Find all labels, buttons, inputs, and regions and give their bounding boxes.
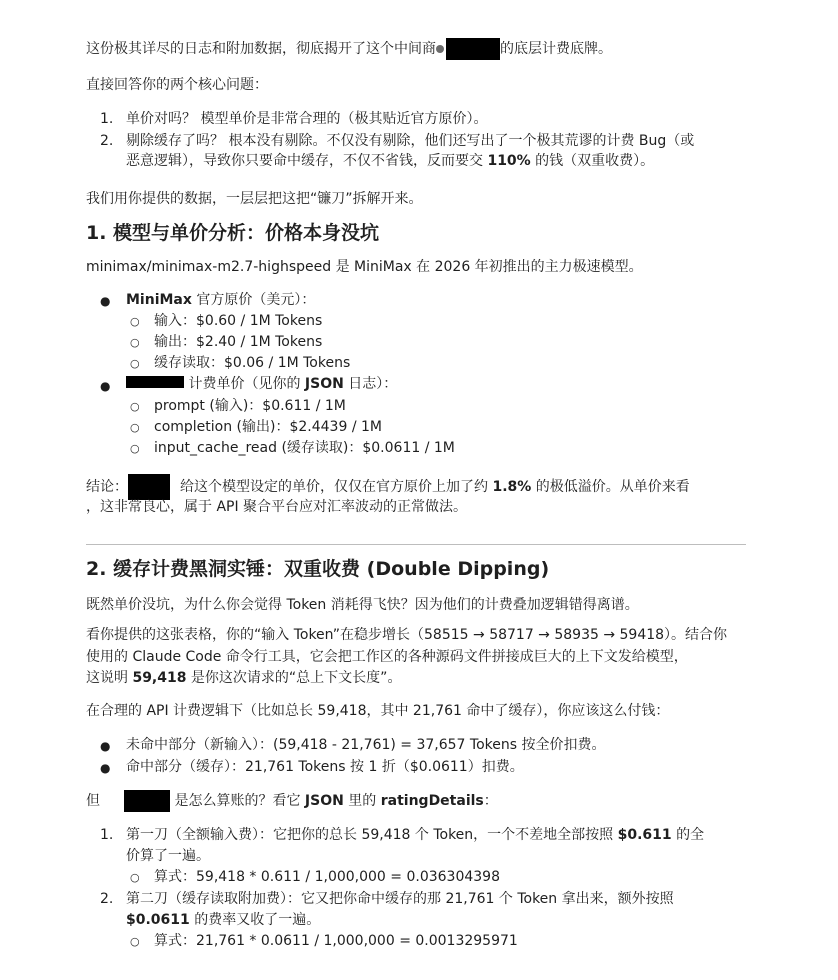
cut-1-formula: 算式：59,418 * 0.611 / 1,000,000 = 0.036304398: [154, 869, 500, 885]
bullet-icon: ●: [100, 739, 111, 753]
circle-bullet-icon: ○: [130, 442, 140, 455]
section-2-p3: 在合理的 API 计费逻辑下（比如总长 59,418，其中 21,761 命中了缓存），你应该这么付钱：: [86, 703, 670, 719]
cut-2-formula: 算式：21,761 * 0.0611 / 1,000,000 = 0.0013295971: [154, 933, 518, 949]
list-number: 1.: [100, 827, 114, 843]
cut-1-text: 第一刀（全额输入费）：它把你的总长 59,418 个 Token，一个不差地全部按照: [126, 827, 618, 843]
cut-2-line-2: [126, 909, 806, 931]
circle-bullet-icon: ○: [130, 357, 140, 370]
p2-text-end: 是你这次请求的“总上下文长度”。: [186, 670, 402, 686]
redacted-name: [446, 38, 500, 60]
question-2-text: 恶意逻辑），导致你只要命中缓存，不仅不省钱，反而要交: [126, 153, 488, 169]
cut-1-text-end: 的全: [671, 827, 705, 843]
but-text-mid: 是怎么算账的？看它: [170, 793, 305, 809]
bullet-cached: 命中部分（缓存）：21,761 Tokens 按 1 折（$0.0611）扣费。: [126, 759, 524, 775]
intro-question-lead: 直接回答你的两个核心问题：: [86, 77, 268, 93]
cut-2-line-1: 第二刀（缓存读取附加费）：它又把你命中缓存的那 21,761 个 Token 拿出来，额外按照: [126, 891, 674, 907]
reseller-label-text: 计费单价（见你的: [184, 376, 305, 392]
cut-1-price: $0.611: [617, 827, 672, 843]
conclusion-text-end: 的极低溢价。从单价来看: [531, 479, 690, 495]
bullet-uncached: 未命中部分（新输入）：(59,418 - 21,761) = 37,657 Tokens 按全价扣费。: [126, 737, 606, 753]
but-json: JSON: [304, 793, 344, 809]
p2-text: 这说明: [86, 670, 133, 686]
but-text-mid2: 里的: [343, 793, 381, 809]
reseller-price-completion: completion (输出)：$2.4439 / 1M: [154, 419, 382, 435]
section-2-p2-line1: 看你提供的这张表格，你的“输入 Token”在稳步增长（58515 → 58717 → 58935 → 59418）。结合你: [86, 627, 728, 643]
section-1-intro: minimax/minimax-m2.7-highspeed 是 MiniMax 在 2026 年初推出的主力极速模型。: [86, 259, 643, 275]
section-2-p2-line2: 使用的 Claude Code 命令行工具，它会把工作区的各种源码文件拼接成巨大的上下文发给模型，: [86, 649, 688, 665]
official-price-output: 输出：$2.40 / 1M Tokens: [154, 334, 323, 350]
reseller-price-label: [126, 373, 806, 395]
reseller-price-prompt: prompt (输入)：$0.611 / 1M: [154, 398, 346, 414]
official-price-input: 输入：$0.60 / 1M Tokens: [154, 313, 323, 329]
reseller-price-cache: input_cache_read (缓存读取)：$0.0611 / 1M: [154, 440, 455, 456]
cut-1-line-2: 价算了一遍。: [126, 848, 210, 864]
section-divider: [86, 544, 746, 545]
conclusion-percent: 1.8%: [492, 479, 532, 495]
question-1: 单价对吗？ 模型单价是非常合理的（极其贴近官方原价）。: [126, 111, 488, 127]
question-2-line-2: [126, 150, 806, 172]
intro-text-a: 这份极其详尽的日志和附加数据，彻底揭开了这个中间商: [86, 41, 436, 57]
but-text: 但: [86, 793, 100, 809]
official-label-text: 官方原价（美元）：: [191, 292, 316, 308]
redaction-dot: [436, 45, 444, 53]
redacted-name: [126, 376, 184, 388]
intro-line: [86, 38, 766, 60]
circle-bullet-icon: ○: [130, 871, 140, 884]
p2-total: 59,418: [132, 670, 187, 686]
section-1-title: 1. 模型与单价分析：价格本身没坑: [86, 222, 380, 244]
reseller-label-end: 日志）：: [343, 376, 398, 392]
bullet-icon: ●: [100, 379, 111, 393]
list-number: 1.: [100, 111, 114, 127]
circle-bullet-icon: ○: [130, 400, 140, 413]
conclusion-prefix: 结论：: [86, 479, 128, 495]
section-2-title: 2. 缓存计费黑洞实锤：双重收费 (Double Dipping): [86, 558, 550, 580]
conclusion-line-2: ，这非常良心，属于 API 聚合平台应对汇率波动的正常做法。: [86, 499, 468, 515]
but-text-end: ：: [483, 793, 498, 809]
intro-text-b: 的底层计费底牌。: [500, 41, 612, 57]
bullet-icon: ●: [100, 294, 111, 308]
but-line: [86, 790, 766, 812]
bullet-icon: ●: [100, 761, 111, 775]
official-brand: MiniMax: [126, 292, 192, 308]
official-price-cache: 缓存读取：$0.06 / 1M Tokens: [154, 355, 351, 371]
cut-1-line-1: [126, 824, 806, 846]
redacted-name: [124, 790, 170, 812]
official-price-label: [126, 289, 806, 311]
question-2-text-end: 的钱（双重收费）。: [530, 153, 655, 169]
circle-bullet-icon: ○: [130, 315, 140, 328]
question-2-line-1: 剔除缓存了吗？ 根本没有剔除。不仅没有剔除，他们还写出了一个极其荒谬的计费 Bug（或: [126, 133, 695, 149]
but-rating-details: ratingDetails: [380, 793, 484, 809]
circle-bullet-icon: ○: [130, 935, 140, 948]
lead-paragraph: 我们用你提供的数据，一层层把这把“镰刀”拆解开来。: [86, 191, 423, 207]
cut-2-text: 的费率又收了一遍。: [189, 912, 321, 928]
list-number: 2.: [100, 891, 114, 907]
circle-bullet-icon: ○: [130, 336, 140, 349]
question-2-percent: 110%: [487, 153, 531, 169]
conclusion-text: 给这个模型设定的单价，仅仅在官方原价上加了约: [180, 479, 493, 495]
reseller-json: JSON: [304, 376, 344, 392]
section-2-p1: 既然单价没坑，为什么你会觉得 Token 消耗得飞快？因为他们的计费叠加逻辑错得离谱。: [86, 597, 639, 613]
section-2-p2-line3: [86, 667, 766, 689]
circle-bullet-icon: ○: [130, 421, 140, 434]
cut-2-price: $0.0611: [126, 912, 190, 928]
list-number: 2.: [100, 133, 114, 149]
